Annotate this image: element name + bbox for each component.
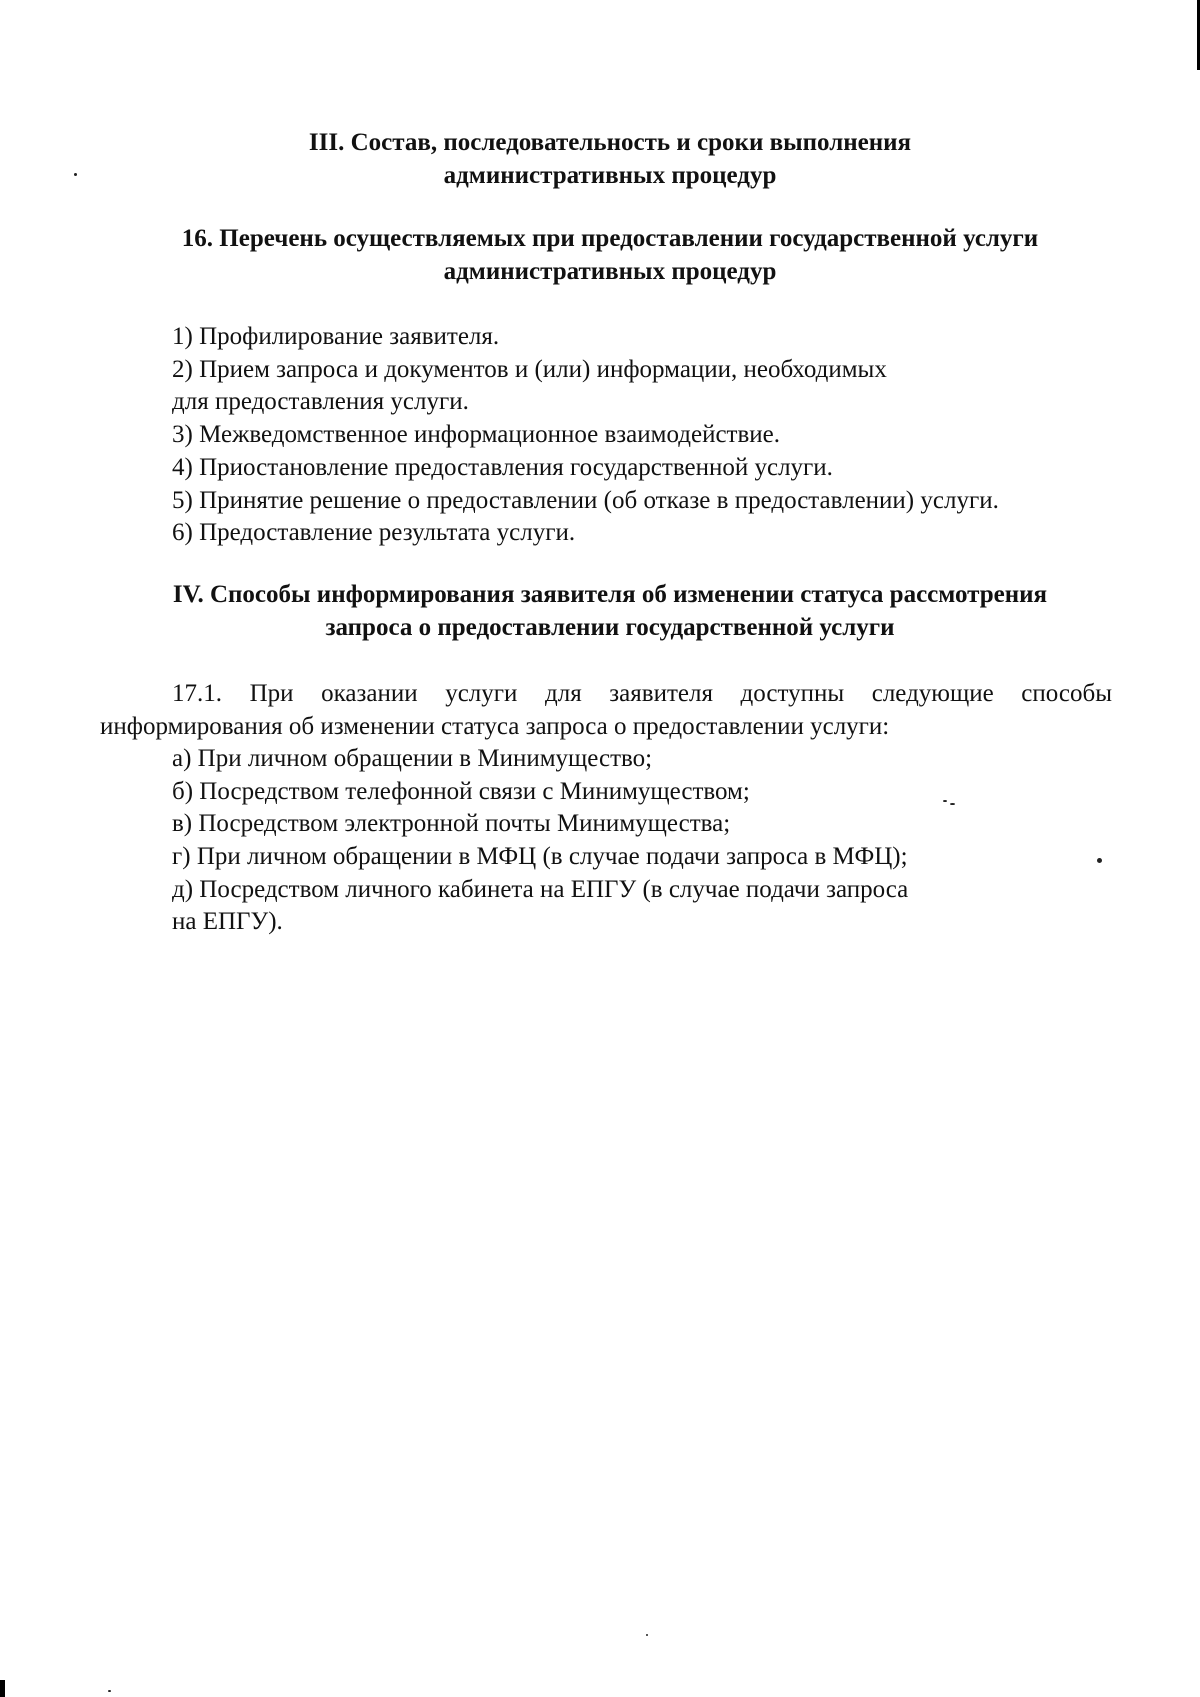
procedure-item-continuation: для предоставления услуги. <box>172 388 469 415</box>
procedure-item: 2) Прием запроса и документов и (или) информации, необходимых <box>172 356 887 383</box>
paragraph-17-1 <box>100 677 1112 743</box>
section-3-heading-line1: III. Состав, последовательность и сроки выполнения <box>308 129 912 156</box>
section-16-heading-line1: 16. Перечень осуществляемых при предоставлении государственной услуги <box>181 225 1039 252</box>
section-4-heading-line2: запроса о предоставлении государственной услуги <box>325 614 895 641</box>
scan-speck <box>646 1634 648 1636</box>
scan-edge-mark <box>0 1680 5 1697</box>
scan-speck <box>943 800 947 802</box>
procedure-item: 1) Профилирование заявителя. <box>172 323 500 350</box>
procedure-item: 6) Предоставление результата услуги. <box>172 519 576 546</box>
section-4-heading-line1: IV. Способы информирования заявителя об изменении статуса рассмотрения <box>172 581 1048 608</box>
section-16-heading <box>100 222 1120 288</box>
notification-method-item: а) При личном обращении в Минимущество; <box>172 745 653 772</box>
section-4-heading <box>100 578 1120 644</box>
paragraph-17-1-line1: 17.1. При оказании услуги для заявителя доступны следующие способы <box>172 680 1112 707</box>
scan-speck <box>1097 858 1102 863</box>
notification-method-item: в) Посредством электронной почты Минимущества; <box>172 810 731 837</box>
notification-method-item: г) При личном обращении в МФЦ (в случае подачи запроса в МФЦ); <box>172 843 908 870</box>
procedure-item: 5) Принятие решение о предоставлении (об отказе в предоставлении) услуги. <box>172 487 999 514</box>
notification-method-item-continuation: на ЕПГУ). <box>172 908 283 935</box>
procedure-item: 3) Межведомственное информационное взаимодействие. <box>172 421 781 448</box>
scan-speck <box>108 1690 111 1692</box>
scan-speck <box>950 803 955 805</box>
procedure-item: 4) Приостановление предоставления государственной услуги. <box>172 454 833 481</box>
notification-method-item: д) Посредством личного кабинета на ЕПГУ (в случае подачи запроса <box>172 876 909 903</box>
section-16-heading-line2: административных процедур <box>443 258 777 285</box>
section-3-heading <box>100 126 1120 192</box>
paragraph-17-1-line2: информирования об изменении статуса запроса о предоставлении услуги: <box>100 713 890 740</box>
scan-speck <box>74 173 77 176</box>
notification-method-item: б) Посредством телефонной связи с Минимуществом; <box>172 778 750 805</box>
section-3-heading-line2: административных процедур <box>443 162 777 189</box>
